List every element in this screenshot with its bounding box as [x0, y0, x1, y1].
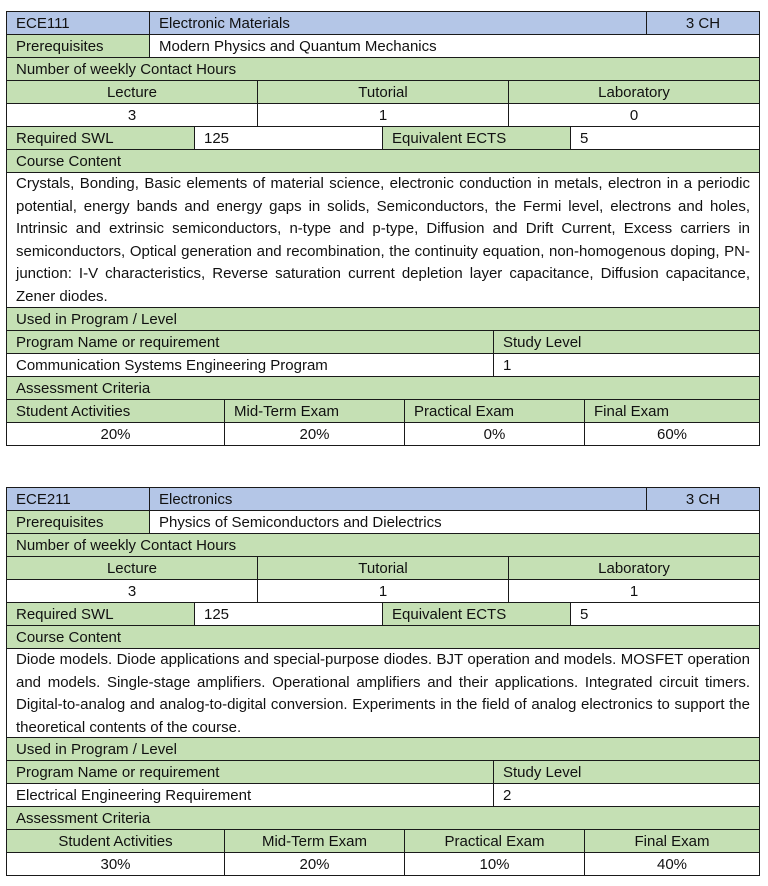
- table-row: [6, 376, 760, 400]
- course-content-label: Course Content: [7, 150, 760, 173]
- study-level-value: 1: [494, 354, 760, 377]
- table-row: [6, 126, 760, 150]
- table-row: [6, 510, 760, 534]
- assessment-label: Assessment Criteria: [7, 807, 760, 830]
- assessment-value-student-activities: 20%: [7, 423, 225, 446]
- assessment-label: Assessment Criteria: [7, 377, 760, 400]
- table-row: [6, 149, 760, 173]
- table-row: [6, 80, 760, 104]
- assessment-value-final: 60%: [585, 423, 760, 446]
- table-row: [6, 760, 760, 784]
- contact-header-laboratory: Laboratory: [509, 557, 760, 580]
- course-content-text: Crystals, Bonding, Basic elements of material science, electronic conduction in metals, electron in a periodic potential, energy bands and energy gaps in solids, Semiconductors, the Fermi level, electrons and holes, Intrinsic and extrinsic semiconductors, n-type and p-type, Diffusion and Drift Current, Excess carriers in semiconductors, Optical generation and recombination, the continuity equation, non-homogenous doping, PN-junction: I-V characteristics, Reverse saturation current depletion layer capacitance, Diffusion capacitance, Zener diodes.: [7, 173, 760, 310]
- contact-header-tutorial: Tutorial: [258, 557, 509, 580]
- course-content-text: Diode models. Diode applications and special-purpose diodes. BJT operation and models. MOSFET operation and models. Single-stage amplifiers. Operational amplifiers and their applications. Integrated circuit timers. Digital-to-analog and analog-to-digital conversion. Experiments in the field of analog electronics to support the theoretical contents of the course.: [7, 649, 760, 741]
- table-row: [6, 399, 760, 423]
- assessment-value-practical: 0%: [405, 423, 585, 446]
- table-row: [6, 103, 760, 127]
- prerequisites-label: Prerequisites: [7, 511, 150, 534]
- table-row: [6, 34, 760, 58]
- table-row: [6, 625, 760, 649]
- contact-value-lecture: 3: [7, 104, 258, 127]
- course-content-label: Course Content: [7, 626, 760, 649]
- swl-value: 125: [195, 127, 383, 150]
- program-header: Program Name or requirement: [7, 761, 494, 784]
- used-in-label: Used in Program / Level: [7, 738, 760, 761]
- assessment-header-practical: Practical Exam: [405, 400, 585, 423]
- assessment-header-student-activities: Student Activities: [7, 400, 225, 423]
- study-level-value: 2: [494, 784, 760, 807]
- course-code: ECE111: [7, 12, 150, 35]
- table-row: [6, 533, 760, 557]
- table-row: [6, 172, 760, 310]
- course-title: Electronic Materials: [150, 12, 647, 35]
- table-row: [6, 487, 760, 511]
- contact-header-lecture: Lecture: [7, 81, 258, 104]
- course-title: Electronics: [150, 488, 647, 511]
- course-code: ECE211: [7, 488, 150, 511]
- contact-hours-label: Number of weekly Contact Hours: [7, 58, 760, 81]
- assessment-header-midterm: Mid-Term Exam: [225, 400, 405, 423]
- contact-value-tutorial: 1: [258, 580, 509, 603]
- table-row: [6, 307, 760, 331]
- swl-value: 125: [195, 603, 383, 626]
- table-row: [6, 783, 760, 807]
- contact-hours-label: Number of weekly Contact Hours: [7, 534, 760, 557]
- assessment-header-practical: Practical Exam: [405, 830, 585, 853]
- ects-value: 5: [571, 127, 760, 150]
- table-row: [6, 602, 760, 626]
- prerequisites-label: Prerequisites: [7, 35, 150, 58]
- assessment-value-midterm: 20%: [225, 423, 405, 446]
- table-row: [6, 556, 760, 580]
- program-header: Program Name or requirement: [7, 331, 494, 354]
- assessment-value-midterm: 20%: [225, 853, 405, 876]
- table-row: [6, 829, 760, 853]
- assessment-header-student-activities: Student Activities: [7, 830, 225, 853]
- table-row: [6, 852, 760, 876]
- study-level-header: Study Level: [494, 331, 760, 354]
- table-row: [6, 353, 760, 377]
- assessment-value-final: 40%: [585, 853, 760, 876]
- assessment-value-student-activities: 30%: [7, 853, 225, 876]
- table-row: [6, 422, 760, 446]
- contact-value-laboratory: 0: [509, 104, 760, 127]
- table-row: [6, 806, 760, 830]
- program-name: Communication Systems Engineering Program: [7, 354, 494, 377]
- prerequisites-value: Modern Physics and Quantum Mechanics: [150, 35, 760, 58]
- contact-header-laboratory: Laboratory: [509, 81, 760, 104]
- ects-value: 5: [571, 603, 760, 626]
- contact-value-tutorial: 1: [258, 104, 509, 127]
- table-row: [6, 579, 760, 603]
- assessment-header-final: Final Exam: [585, 830, 760, 853]
- contact-value-laboratory: 1: [509, 580, 760, 603]
- swl-label: Required SWL: [7, 603, 195, 626]
- prerequisites-value: Physics of Semiconductors and Dielectrics: [150, 511, 760, 534]
- assessment-value-practical: 10%: [405, 853, 585, 876]
- table-row: [6, 648, 760, 741]
- table-row: [6, 737, 760, 761]
- study-level-header: Study Level: [494, 761, 760, 784]
- contact-header-tutorial: Tutorial: [258, 81, 509, 104]
- ects-label: Equivalent ECTS: [383, 603, 571, 626]
- assessment-header-midterm: Mid-Term Exam: [225, 830, 405, 853]
- table-row: [6, 57, 760, 81]
- credit-hours: 3 CH: [647, 12, 760, 35]
- table-row: [6, 11, 760, 35]
- swl-label: Required SWL: [7, 127, 195, 150]
- contact-value-lecture: 3: [7, 580, 258, 603]
- program-name: Electrical Engineering Requirement: [7, 784, 494, 807]
- contact-header-lecture: Lecture: [7, 557, 258, 580]
- ects-label: Equivalent ECTS: [383, 127, 571, 150]
- used-in-label: Used in Program / Level: [7, 308, 760, 331]
- table-row: [6, 330, 760, 354]
- assessment-header-final: Final Exam: [585, 400, 760, 423]
- credit-hours: 3 CH: [647, 488, 760, 511]
